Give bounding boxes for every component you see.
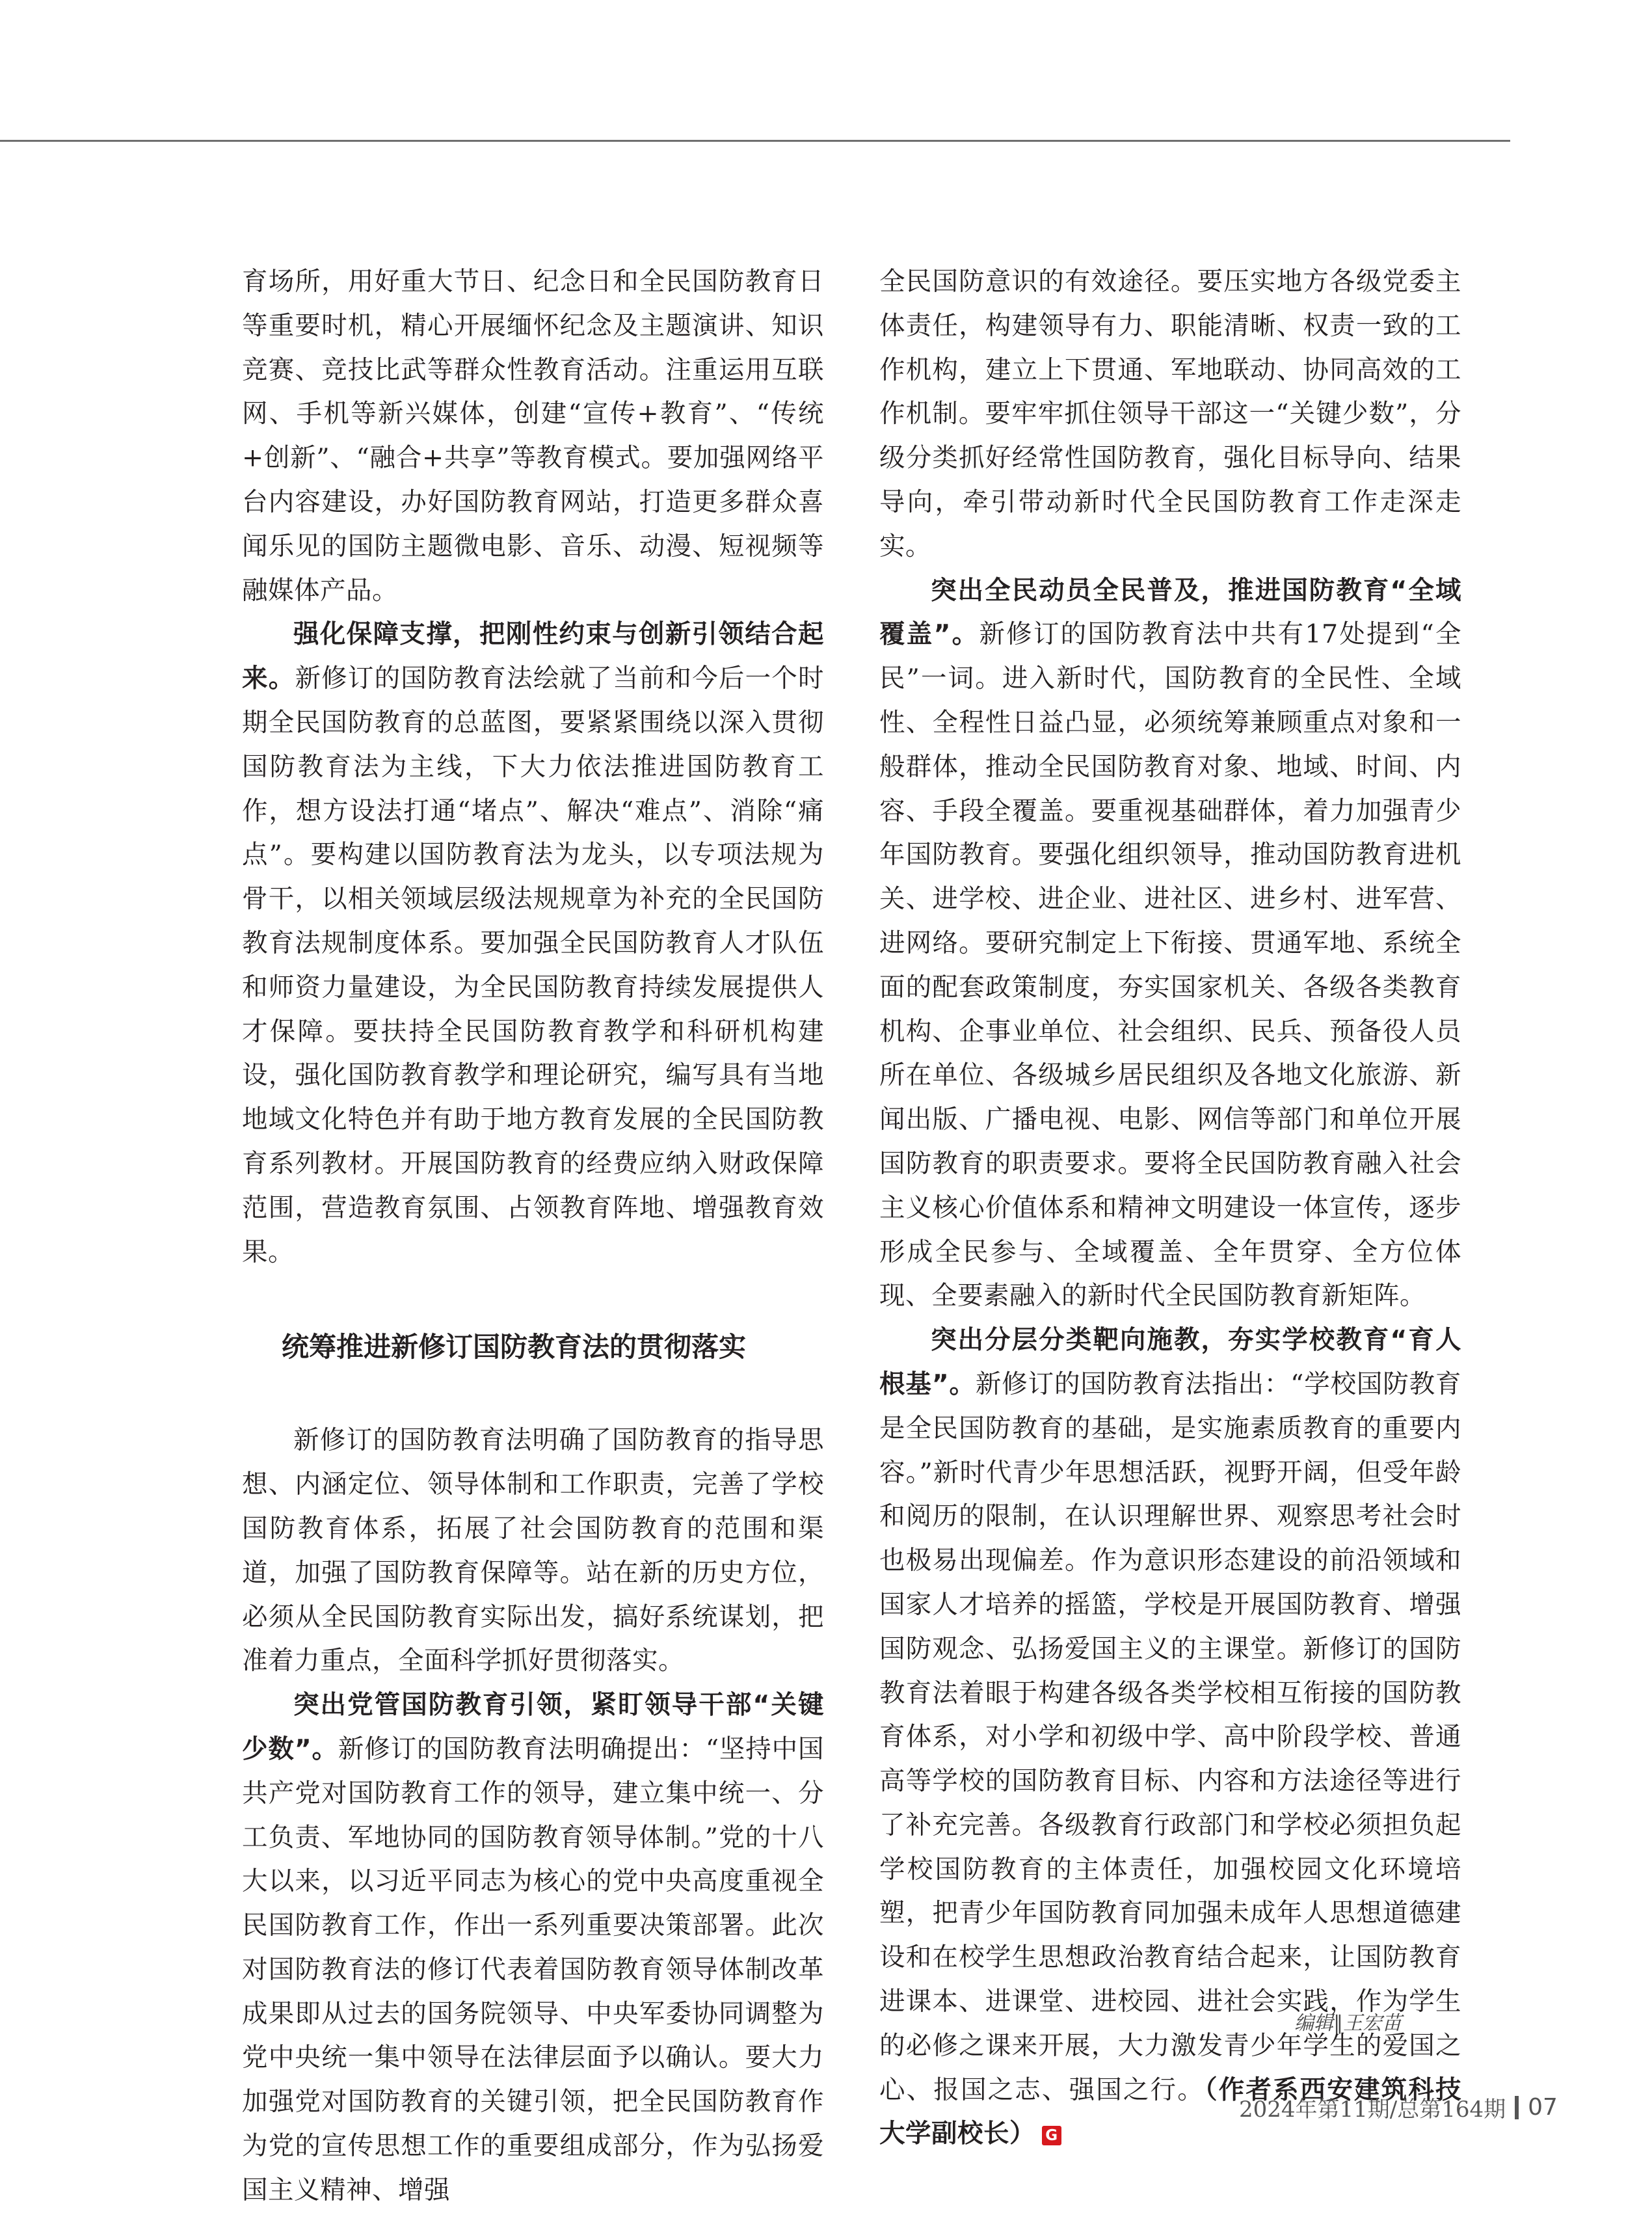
paragraph: 全民国防意识的有效途径。要压实地方各级党委主体责任，构建领导有力、职能清晰、权责一致的工作机构，建立上下贯通、军地联动、协同高效的工作机制。要牢牢抓住领导干部这一“关键少数”，分级分类抓好经常性国防教育，强化目标导向、结果导向，牵引带动新时代全民国防教育工作走深走实。 xyxy=(879,267,1461,561)
paragraph xyxy=(879,569,1461,1319)
paragraph-lead: 强化保障支撑，把刚性约束与创新引领结合起来。 xyxy=(242,619,824,694)
editor-credit: 编辑∥王宏苗 xyxy=(1294,2012,1402,2035)
paragraph-lead: 突出全民动员全民普及，推进国防教育“全域覆盖”。 xyxy=(879,575,1461,650)
page-number: 07 xyxy=(1528,2094,1558,2121)
issue-info: 2024年第11期/总第164期 xyxy=(1239,2097,1506,2123)
left-column xyxy=(242,260,824,2213)
paragraph-lead: 突出分层分类靶向施教，夯实学校教育“育人根基”。 xyxy=(879,1325,1461,1399)
author-note: （作者系西安建筑科技大学副校长） xyxy=(879,2074,1462,2149)
end-mark-icon: G xyxy=(1042,2126,1061,2145)
paragraph-lead: 突出党管国防教育引领，紧盯领导干部“关键少数”。 xyxy=(242,1690,824,1764)
paragraph-body: 新修订的国防教育法指出：“学校国防教育是全民国防教育的基础，是实施素质教育的重要内容。”新时代青少年思想活跃，视野开阔，但受年龄和阅历的限制，在认识理解世界、观察思考社会时也极易出现偏差。作为意识形态建设的前沿领域和国家人才培养的摇篮，学校是开展国防教育、增强国防观念、弘扬爱国主义的主课堂。新修订的国防教育法着眼于构建各级各类学校相互衔接的国防教育体系，对小学和初级中学、高中阶段学校、普通高等学校的国防教育目标、内容和方法途径等进行了补充完善。各级教育行政部门和学校必须担负起学校国防教育的主体责任，加强校园文化环境培塑，把青少年国防教育同加强未成年人思想道德建设和在校学生思想政治教育结合起来，让国防教育进课本、进课堂、进校园、进社会实践，作为学生的必修之课来开展，大力激发青少年学生的爱国之心、报国之志、强国之行。 xyxy=(879,1369,1461,2105)
page-footer xyxy=(1239,2091,1558,2123)
paragraph xyxy=(242,1683,824,2213)
header-rule xyxy=(0,140,1510,142)
paragraph-body: 新修订的国防教育法明确提出：“坚持中国共产党对国防教育工作的领导，建立集中统一、分工负责、军地协同的国防教育领导体制。”党的十八大以来，以习近平同志为核心的党中央高度重视全民国防教育工作，作出一系列重要决策部署。此次对国防教育法的修订代表着国防教育领导体制改革成果即从过去的国务院领导、中央军委协同调整为党中央统一集中领导在法律层面予以确认。要大力加强党对国防教育的关键引领，把全民国防教育作为党的宣传思想工作的重要组成部分，作为弘扬爱国主义精神、增强 xyxy=(242,1734,824,2205)
paragraph-body: 新修订的国防教育法绘就了当前和今后一个时期全民国防教育的总蓝图，要紧紧围绕以深入贯彻国防教育法为主线，下大力依法推进国防教育工作，想方设法打通“堵点”、解决“难点”、消除“痛点”。要构建以国防教育法为龙头，以专项法规为骨干，以相关领域层级法规规章为补充的全民国防教育法规制度体系。要加强全民国防教育人才队伍和师资力量建设，为全民国防教育持续发展提供人才保障。要扶持全民国防教育教学和科研机构建设，强化国防教育教学和理论研究，编写具有当地地域文化特色并有助于地方教育发展的全民国防教育系列教材。开展国防教育的经费应纳入财政保障范围，营造教育氛围、占领教育阵地、增强教育效果。 xyxy=(242,664,825,1267)
section-heading: 统筹推进新修订国防教育法的贯彻落实 xyxy=(282,1331,747,1363)
paragraph xyxy=(242,613,824,1274)
right-column xyxy=(879,260,1461,2156)
paragraph: 育场所，用好重大节日、纪念日和全民国防教育日等重要时机，精心开展缅怀纪念及主题演讲、知识竞赛、竞技比武等群众性教育活动。注重运用互联网、手机等新兴媒体，创建“宣传+教育”、“传统+创新”、“融合+共享”等教育模式。要加强网络平台内容建设，办好国防教育网站，打造更多群众喜闻乐见的国防主题微电影、音乐、动漫、短视频等融媒体产品。 xyxy=(242,267,824,606)
paragraph: 新修订的国防教育法明确了国防教育的指导思想、内涵定位、领导体制和工作职责，完善了学校国防教育体系，拓展了社会国防教育的范围和渠道，加强了国防教育保障等。站在新的历史方位，必须从全民国防教育实际出发，搞好系统谋划，把准着力重点，全面科学抓好贯彻落实。 xyxy=(242,1425,824,1676)
paragraph-body: 新修订的国防教育法中共有17处提到“全民”一词。进入新时代，国防教育的全民性、全域性、全程性日益凸显，必须统筹兼顾重点对象和一般群体，推动全民国防教育对象、地域、时间、内容、手段全覆盖。要重视基础群体，着力加强青少年国防教育。要强化组织领导，推动国防教育进机关、进学校、进企业、进社区、进乡村、进军营、进网络。要研究制定上下衔接、贯通军地、系统全面的配套政策制度，夯实国家机关、各级各类教育机构、企事业单位、社会组织、民兵、预备役人员所在单位、各级城乡居民组织及各地文化旅游、新闻出版、广播电视、电影、网信等部门和单位开展国防教育的职责要求。要将全民国防教育融入社会主义核心价值体系和精神文明建设一体宣传，逐步形成全民参与、全域覆盖、全年贯穿、全方位体现、全要素融入的新时代全民国防教育新矩阵。 xyxy=(879,619,1461,1311)
footer-divider xyxy=(1515,2096,1519,2119)
